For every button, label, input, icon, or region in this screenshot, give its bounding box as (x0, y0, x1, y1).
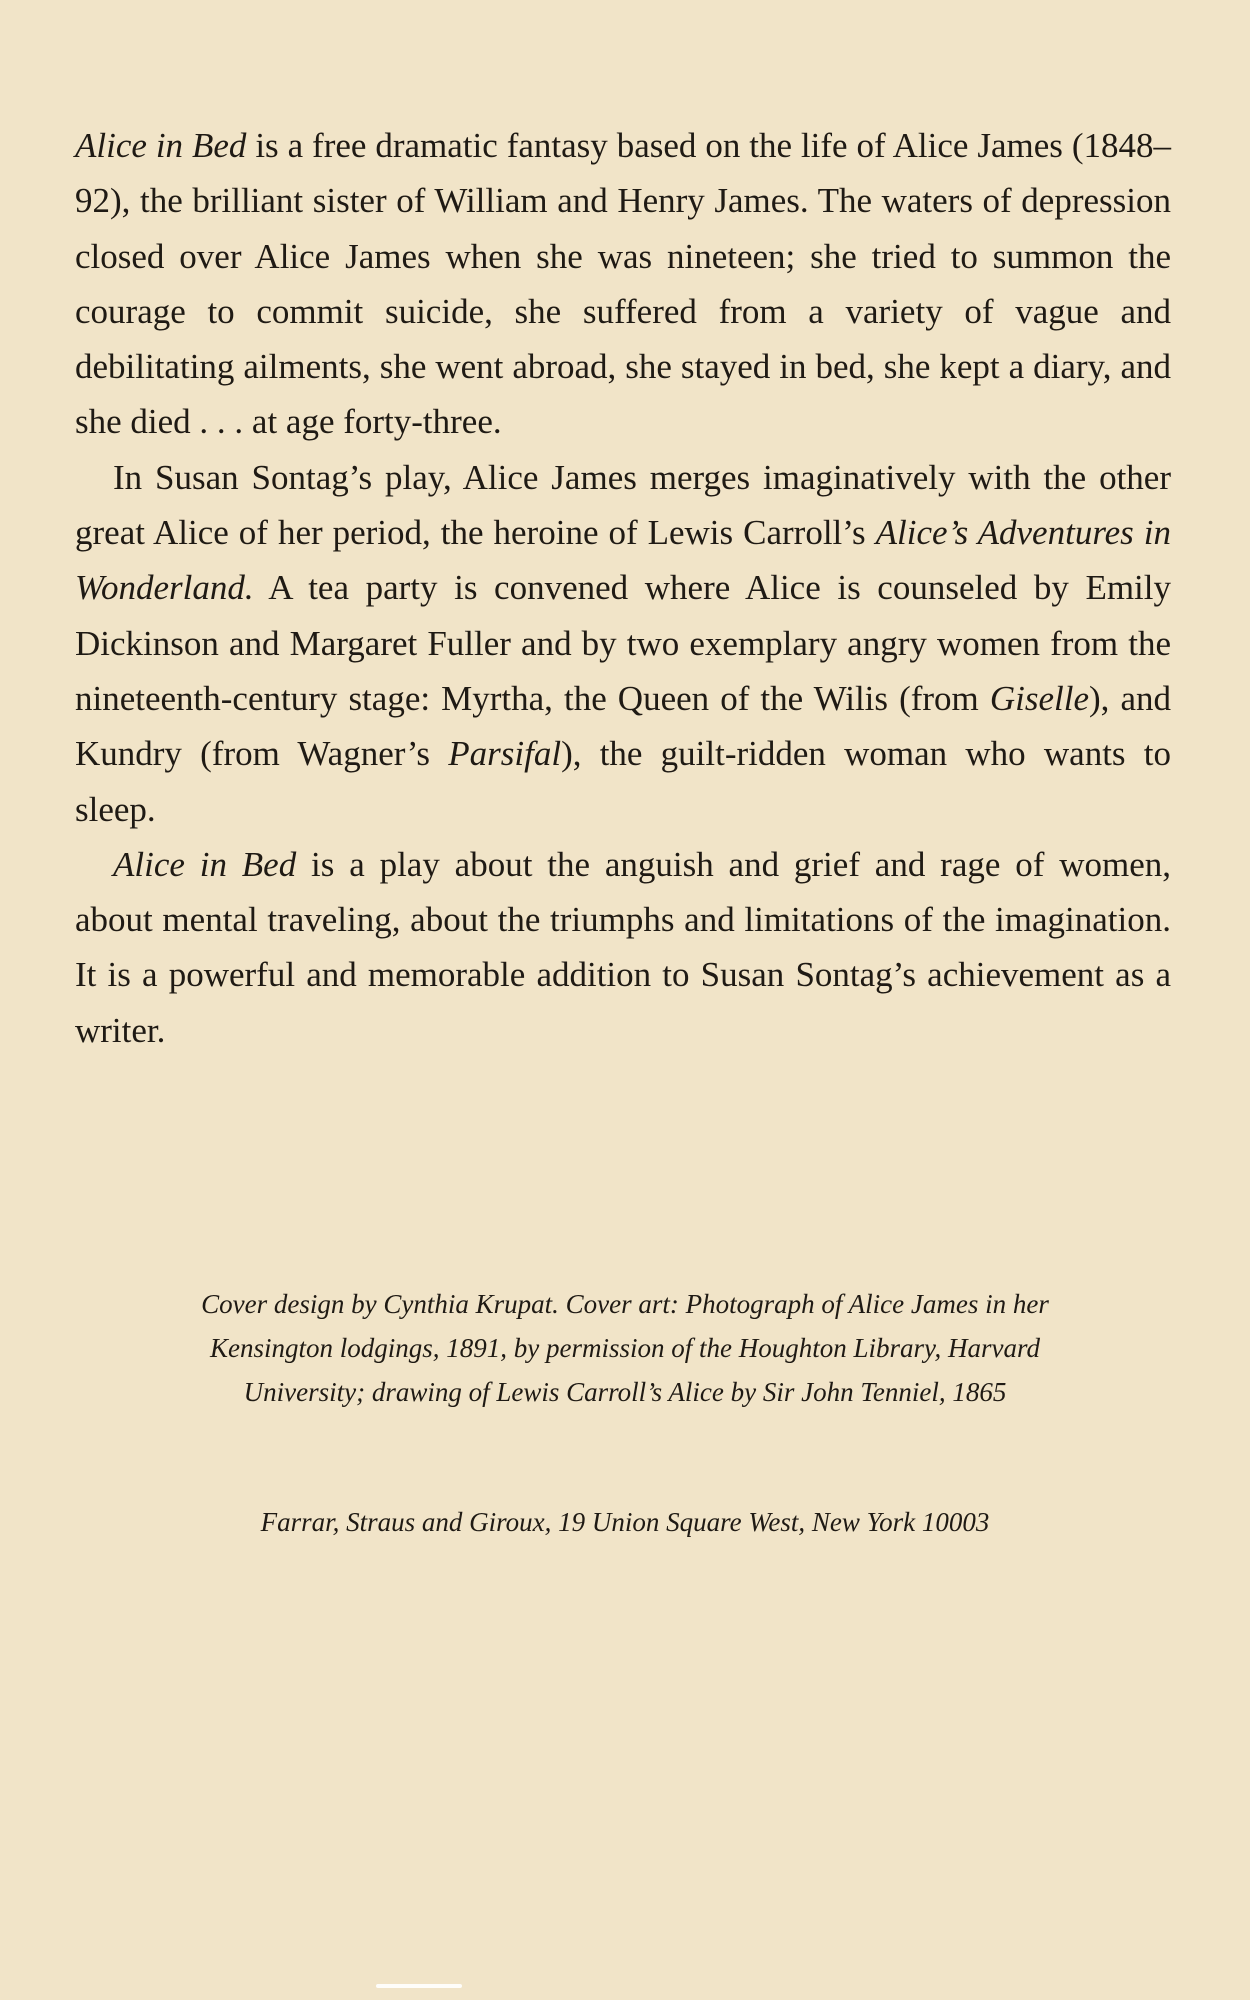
description-paragraph-2 (75, 450, 1171, 837)
paragraph-2-text-d: ), the guilt-ridden woman who wants to sleep. (75, 734, 1171, 829)
giselle-title-italic: Giselle (989, 678, 1089, 718)
cover-credit (110, 1282, 1140, 1414)
wonderland-title-italic: Alice’s Adventures in Wonderland. (75, 513, 1172, 608)
bottom-scan-mark (376, 1984, 462, 1988)
paragraph-2-text-b: A tea party is convened where Alice is counseled by Emily Dickinson and Margaret Fuller and by two exemplary angry women from the nineteenth-century stage: Myrtha, the Queen of the Wilis (from (75, 568, 1171, 718)
cover-credit-line-3: University; drawing of Lewis Carroll’s Alice by Sir John Tenniel, 1865 (243, 1377, 1007, 1407)
description-paragraph-1 (75, 118, 1171, 450)
book-description (75, 118, 1171, 1058)
description-paragraph-3 (75, 837, 1171, 1058)
parsifal-title-italic: Parsifal (448, 734, 562, 774)
paragraph-3-text: is a play about the anguish and grief and rage of women, about mental traveling, about the triumphs and limitations of the imagination. It is a powerful and memorable addition to Susan Sontag’s achievement as a writer. (75, 844, 1171, 1050)
cover-credit-line-2: Kensington lodgings, 1891, by permission of the Houghton Library, Harvard (209, 1333, 1040, 1363)
paragraph-1-text: is a free dramatic fantasy based on the life of Alice James (1848–92), the brilliant sister of William and Henry James. The waters of depression closed over Alice James when she was nineteen; she tried to summon the courage to commit suicide, she suffered from a variety of vague and debilitating ailments, she went abroad, she stayed in bed, she kept a diary, and she died . . . at age forty-three. (75, 126, 1171, 442)
book-title-italic: Alice in Bed (75, 126, 247, 165)
paragraph-2-text-c: ), and Kundry (from Wagner’s (75, 678, 1171, 774)
paragraph-2-text-a: In Susan Sontag’s play, Alice James merges imaginatively with the other great Alice of her period, the heroine of Lewis Carroll’s (75, 457, 1171, 553)
cover-credit-line-1: Cover design by Cynthia Krupat. Cover art: Photograph of Alice James in her (201, 1289, 1049, 1319)
publisher-address: Farrar, Straus and Giroux, 19 Union Square West, New York 10003 (260, 1507, 990, 1537)
book-title-italic: Alice in Bed (113, 844, 297, 884)
